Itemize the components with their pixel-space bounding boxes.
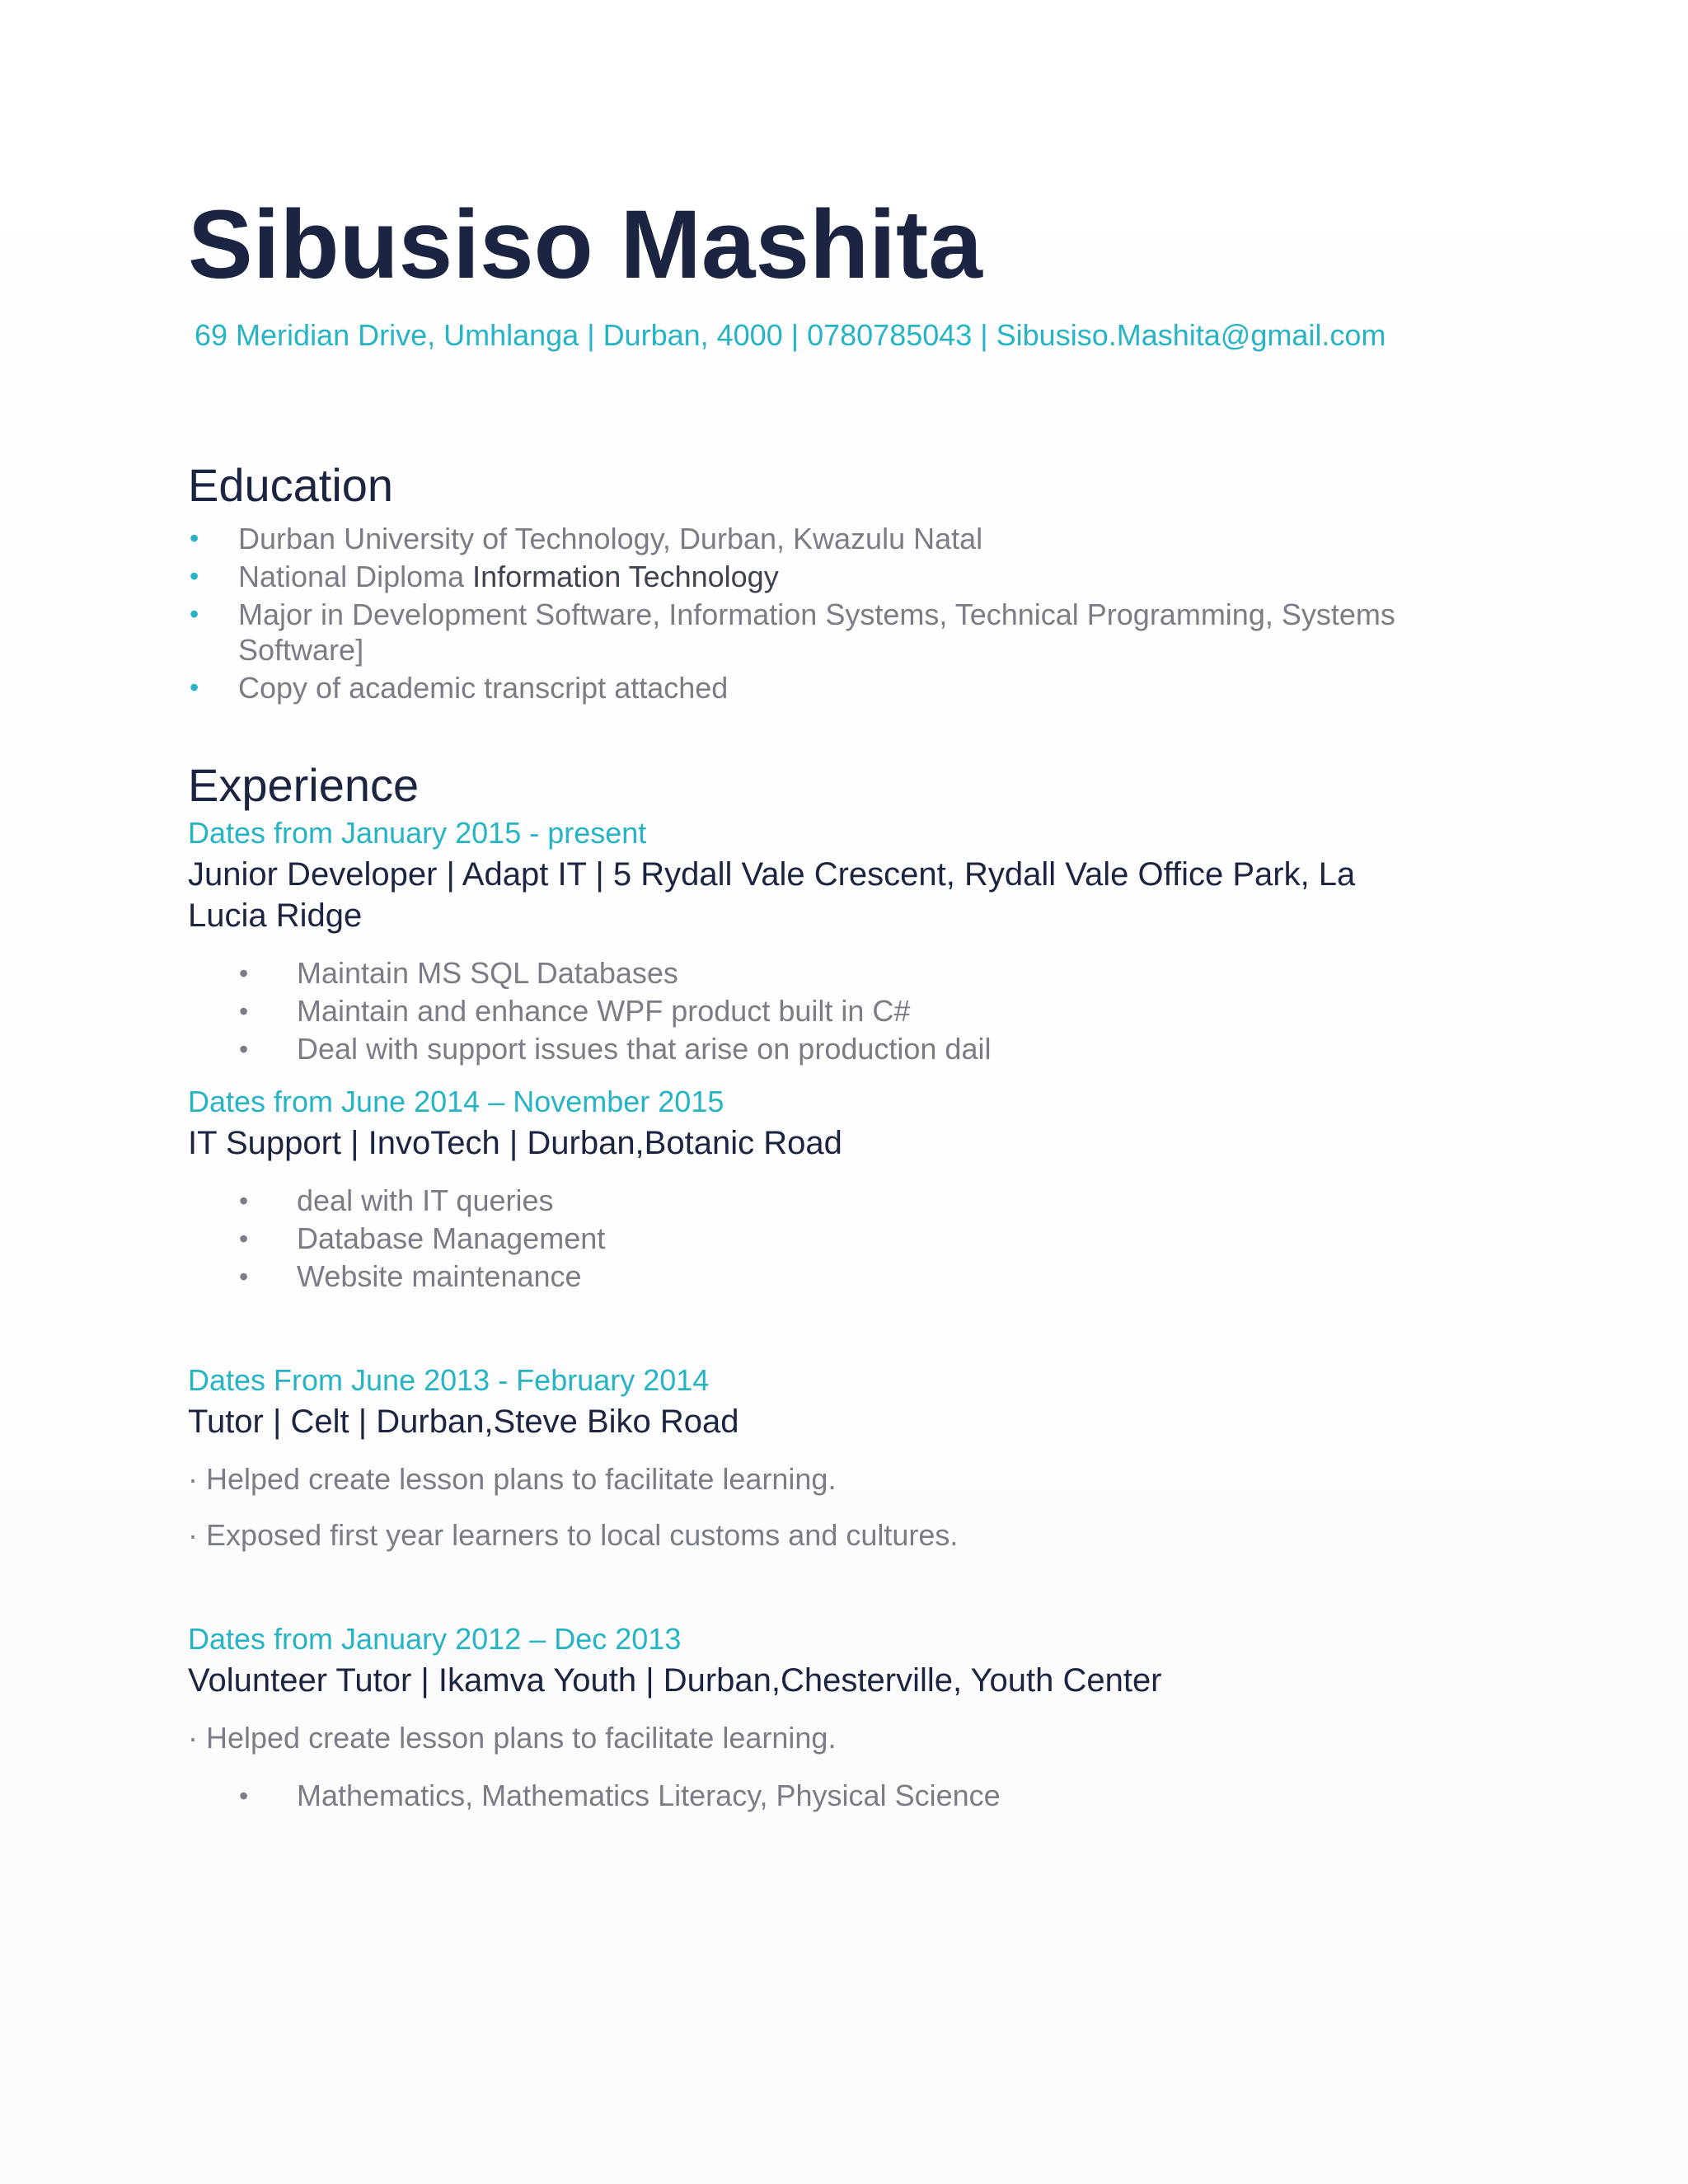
job-dates: Dates from January 2012 – Dec 2013 — [188, 1622, 682, 1656]
job-dates: Dates From June 2013 - February 2014 — [188, 1363, 710, 1397]
duty-text: Maintain and enhance WPF product built in C# — [297, 994, 911, 1028]
experience-heading: Experience — [188, 759, 420, 811]
education-item — [188, 521, 1474, 556]
duty-text: Deal with support issues that arise on production dail — [297, 1032, 992, 1066]
education-heading: Education — [188, 459, 394, 511]
duty-text: Website maintenance — [297, 1259, 582, 1293]
job-entry — [188, 1620, 1474, 1815]
job-title: Junior Developer | Adapt IT | 5 Rydall Vale Crescent, Rydall Vale Office Park, La Lucia Ridge — [188, 856, 1356, 934]
duty-list — [188, 1182, 1474, 1296]
job-title: Volunteer Tutor | Ikamva Youth | Durban,Chesterville, Youth Center — [188, 1662, 1162, 1699]
bullet-icon: • — [239, 1781, 249, 1811]
job-entry — [188, 814, 1474, 1068]
job-dates: Dates from January 2015 - present — [188, 816, 647, 850]
education-item-text: Major in Development Software, Information Systems, Technical Programming, Systems Software] — [238, 598, 1395, 667]
bullet-icon: • — [190, 599, 199, 629]
duty-text: Database Management — [297, 1221, 606, 1255]
candidate-name: Sibusiso Mashita — [188, 190, 982, 299]
contact-line: 69 Meridian Drive, Umhlanga | Durban, 4000 | 0780785043 | Sibusiso.Mashita@gmail.com — [195, 318, 1386, 352]
bullet-icon: • — [190, 561, 199, 591]
duty-item — [188, 954, 1474, 992]
duty-text: deal with IT queries — [297, 1183, 554, 1217]
bullet-icon: • — [190, 673, 199, 702]
job-entry — [188, 1083, 1474, 1296]
education-item-text: Copy of academic transcript attached — [238, 671, 729, 705]
job-entry — [188, 1361, 1474, 1554]
education-item — [188, 597, 1474, 668]
resume-content — [188, 183, 1474, 1815]
education-item-text: Durban University of Technology, Durban, Kwazulu Natal — [238, 522, 983, 555]
duty-item — [188, 992, 1474, 1030]
education-item — [188, 670, 1474, 705]
job-note: · Helped create lesson plans to facilitate learning. — [188, 1721, 837, 1755]
duty-list — [188, 1777, 1474, 1815]
education-list — [188, 521, 1474, 705]
duty-item — [188, 1220, 1474, 1258]
bullet-icon: • — [239, 1262, 249, 1291]
education-item-text: National Diploma — [238, 560, 473, 593]
education-item — [188, 559, 1474, 594]
duty-text: Mathematics, Mathematics Literacy, Physical Science — [297, 1779, 1001, 1812]
job-title: Tutor | Celt | Durban,Steve Biko Road — [188, 1404, 739, 1440]
bullet-icon: • — [239, 1034, 249, 1064]
job-note: · Exposed first year learners to local customs and cultures. — [188, 1518, 959, 1552]
duty-item — [188, 1182, 1474, 1220]
education-item-emphasis: Information Technology — [472, 560, 779, 593]
duty-item — [188, 1777, 1474, 1815]
duty-text: Maintain MS SQL Databases — [297, 956, 678, 990]
bullet-icon: • — [239, 996, 249, 1026]
duty-item — [188, 1030, 1474, 1068]
bullet-icon: • — [239, 1186, 249, 1216]
duty-item — [188, 1258, 1474, 1296]
bullet-icon: • — [190, 523, 199, 553]
job-note: · Helped create lesson plans to facilitate learning. — [188, 1462, 837, 1496]
bullet-icon: • — [239, 958, 249, 988]
job-dates: Dates from June 2014 – November 2015 — [188, 1085, 724, 1118]
duty-list — [188, 954, 1474, 1068]
bullet-icon: • — [239, 1224, 249, 1254]
job-title: IT Support | InvoTech | Durban,Botanic Road — [188, 1125, 842, 1161]
